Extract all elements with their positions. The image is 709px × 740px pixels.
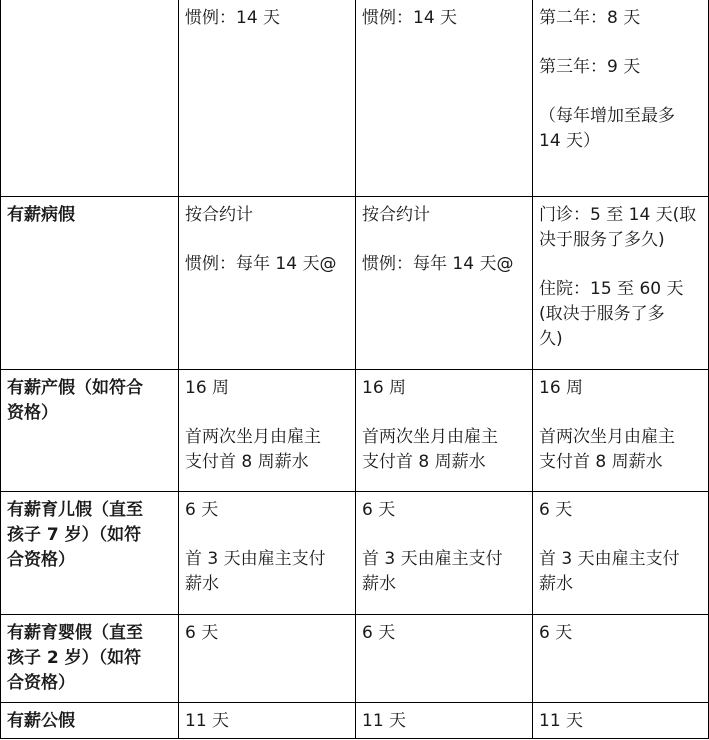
row-label xyxy=(1,702,179,738)
row-label-text: 有薪育婴假（直至 孩子 2 岁）（如符 合资格） xyxy=(7,622,143,693)
cell-text: 按合约计 xyxy=(362,204,430,225)
row-label xyxy=(1,369,179,491)
cell-text: 首 3 天由雇主支付 薪水 xyxy=(362,548,503,594)
cell-text: 16 周 xyxy=(185,377,230,398)
row-label xyxy=(1,196,179,369)
cell-text: 惯例：每年 14 天@ xyxy=(185,253,337,274)
col3-cell xyxy=(533,491,709,614)
col1-cell xyxy=(179,369,356,491)
col2-cell xyxy=(356,614,533,702)
cell-text: 6 天 xyxy=(362,622,396,643)
col2-cell xyxy=(356,369,533,491)
cell-text: 惯例：14 天 xyxy=(185,8,281,28)
cell-text: 6 天 xyxy=(539,622,573,643)
cell-text: 首两次坐月由雇主 支付首 8 周薪水 xyxy=(185,426,321,472)
col2-cell xyxy=(356,491,533,614)
cell-text: 第三年：9 天 xyxy=(539,57,641,77)
table-row xyxy=(1,614,709,702)
table-row xyxy=(1,0,709,196)
col2-cell xyxy=(356,196,533,369)
table-row xyxy=(1,196,709,369)
row-label-text: 有薪育儿假（直至 孩子 7 岁）（如符 合资格） xyxy=(7,499,143,570)
cell-text: 6 天 xyxy=(185,499,219,520)
col1-cell xyxy=(179,196,356,369)
col3-cell xyxy=(533,369,709,491)
cell-text: 首两次坐月由雇主 支付首 8 周薪水 xyxy=(362,426,498,472)
cell-text: 首两次坐月由雇主 支付首 8 周薪水 xyxy=(539,426,675,472)
cell-text: 门诊：5 至 14 天(取 决于服务了多久) xyxy=(539,204,697,250)
row-label-text: 有薪产假（如符合 资格） xyxy=(7,377,143,423)
col2-cell xyxy=(356,0,533,196)
cell-text: 住院：15 至 60 天 (取决于服务了多 久) xyxy=(539,278,684,349)
row-label xyxy=(1,491,179,614)
table-row xyxy=(1,369,709,491)
col1-cell xyxy=(179,491,356,614)
row-label xyxy=(1,0,179,196)
cell-text: 11 天 xyxy=(539,710,584,731)
cell-text: 惯例：每年 14 天@ xyxy=(362,253,514,274)
col1-cell xyxy=(179,0,356,196)
cell-text: 惯例：14 天 xyxy=(362,8,458,28)
cell-text: 16 周 xyxy=(362,377,407,398)
col1-cell xyxy=(179,614,356,702)
row-label xyxy=(1,614,179,702)
row-label-text: 有薪公假 xyxy=(7,710,75,731)
col3-cell xyxy=(533,0,709,196)
cell-text: （每年增加至最多 14 天） xyxy=(539,106,675,151)
cell-text: 11 天 xyxy=(185,710,230,731)
row-label-text: 有薪病假 xyxy=(7,204,75,225)
col3-cell xyxy=(533,196,709,369)
cell-text: 6 天 xyxy=(185,622,219,643)
cell-text: 11 天 xyxy=(362,710,407,731)
cell-text: 第二年：8 天 xyxy=(539,8,641,28)
cell-text: 6 天 xyxy=(362,499,396,520)
leave-table-body xyxy=(1,0,709,738)
cell-text: 首 3 天由雇主支付 薪水 xyxy=(185,548,326,594)
cell-text: 首 3 天由雇主支付 薪水 xyxy=(539,548,680,594)
col2-cell xyxy=(356,702,533,738)
table-row xyxy=(1,491,709,614)
table-row xyxy=(1,702,709,738)
cell-text: 6 天 xyxy=(539,499,573,520)
cell-text: 16 周 xyxy=(539,377,584,398)
col3-cell xyxy=(533,702,709,738)
cell-text: 按合约计 xyxy=(185,204,253,225)
col1-cell xyxy=(179,702,356,738)
col3-cell xyxy=(533,614,709,702)
